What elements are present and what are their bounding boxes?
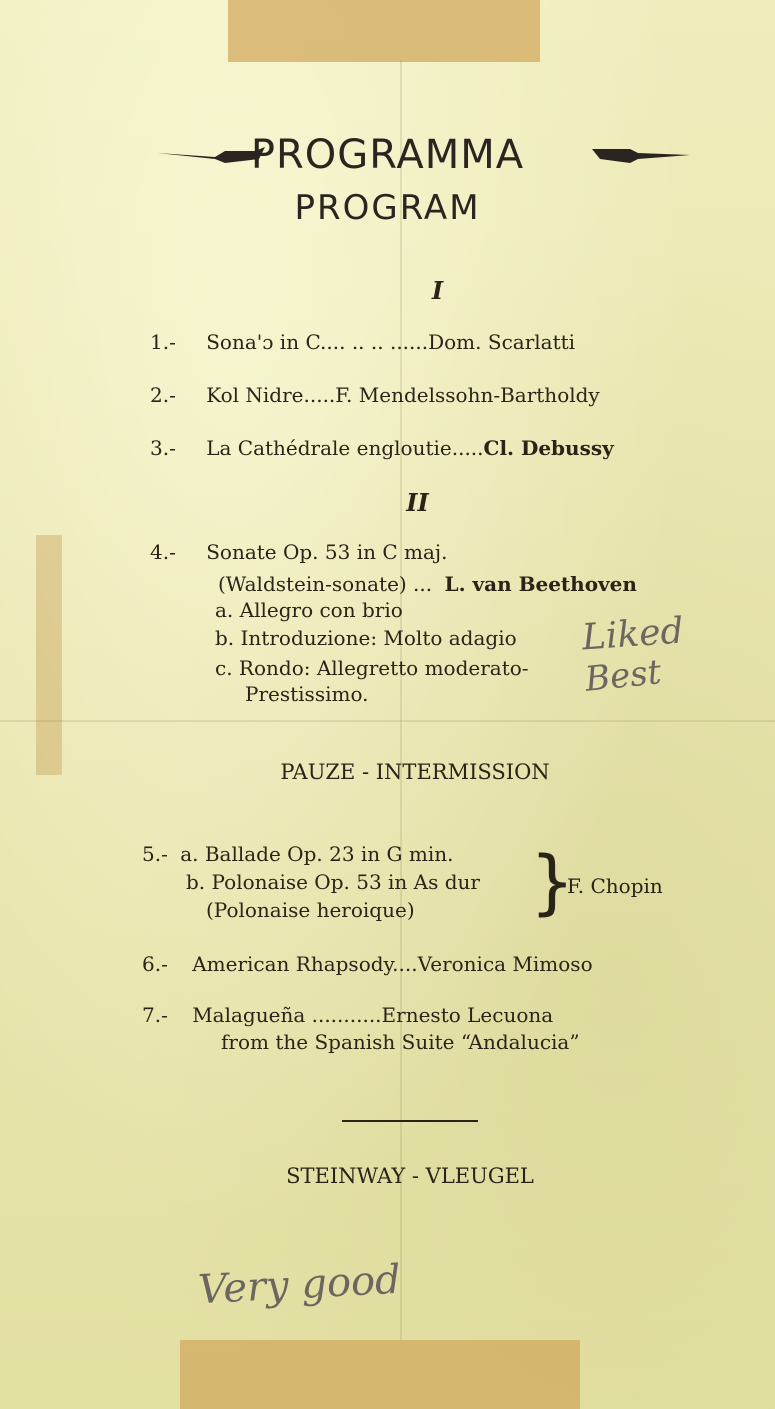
page-subtitle: PROGRAM	[294, 188, 481, 228]
section-two-heading: II	[406, 488, 429, 517]
item-composer: Veronica Mimoso	[417, 952, 593, 976]
program-item-1	[150, 330, 575, 354]
program-item-6	[142, 952, 593, 976]
item-number: 7.-	[142, 1003, 168, 1027]
item-composer: Ernesto Lecuona	[381, 1003, 554, 1027]
item-title: Malagueña ...........	[192, 1003, 382, 1027]
item-number: 4.-	[150, 540, 176, 564]
item-number: 3.-	[150, 436, 176, 460]
item-4-line2	[218, 572, 637, 596]
item-number: 6.-	[142, 952, 168, 976]
divider-rule	[342, 1120, 478, 1122]
section-one-heading: I	[431, 276, 444, 305]
item-4-movement-a: a. Allegro con brio	[215, 598, 403, 622]
item-title: Kol Nidre.....	[206, 383, 336, 407]
paper-crease	[0, 720, 775, 722]
item-title: a. Ballade Op. 23 in G min.	[180, 842, 454, 866]
item-title: La Cathédrale engloutie.....	[206, 436, 484, 460]
handwritten-best: Best	[583, 652, 664, 700]
item-number: 1.-	[150, 330, 176, 354]
item-composer: Cl. Debussy	[483, 436, 614, 460]
item-number: 5.-	[142, 842, 168, 866]
tape-left	[36, 535, 62, 775]
item-5-line2: b. Polonaise Op. 53 in As dur	[186, 870, 480, 894]
program-item-3	[150, 436, 614, 460]
tape-top	[228, 0, 540, 62]
program-item-2	[150, 383, 600, 407]
item-4-movement-c: c. Rondo: Allegretto moderato-	[215, 656, 529, 680]
page-title: PROGRAMMA	[250, 132, 525, 178]
paper-crease	[400, 60, 402, 1340]
item-5-line3: (Polonaise heroique)	[206, 898, 415, 922]
item-5-composer: F. Chopin	[567, 874, 663, 898]
item-composer: F. Mendelssohn-Bartholdy	[335, 383, 600, 407]
item-title: Sona'ɔ in C.... .. .. ......	[206, 330, 429, 354]
item-4-movement-c2: Prestissimo.	[245, 682, 369, 706]
title-row	[0, 132, 775, 178]
tape-bottom	[180, 1340, 580, 1409]
handwritten-liked: Liked	[580, 610, 685, 659]
footer-piano: STEINWAY - VLEUGEL	[286, 1164, 534, 1188]
item-4-movement-b: b. Introduzione: Molto adagio	[215, 626, 517, 650]
item-composer: L. van Beethoven	[444, 572, 637, 596]
intermission-heading: PAUZE - INTERMISSION	[280, 760, 550, 784]
item-7-subtitle: from the Spanish Suite “Andalucia”	[221, 1030, 580, 1054]
handwritten-very-good: Very good	[196, 1256, 402, 1314]
item-title: Sonate Op. 53 in C maj.	[206, 540, 448, 564]
program-item-5	[142, 842, 453, 866]
item-composer: Dom. Scarlatti	[428, 330, 576, 354]
program-item-4	[150, 540, 447, 564]
brace-icon: }	[530, 841, 575, 923]
item-title: American Rhapsody....	[192, 952, 418, 976]
program-item-7	[142, 1003, 553, 1027]
item-subtitle: (Waldstein-sonate) ...	[218, 572, 433, 596]
item-number: 2.-	[150, 383, 176, 407]
